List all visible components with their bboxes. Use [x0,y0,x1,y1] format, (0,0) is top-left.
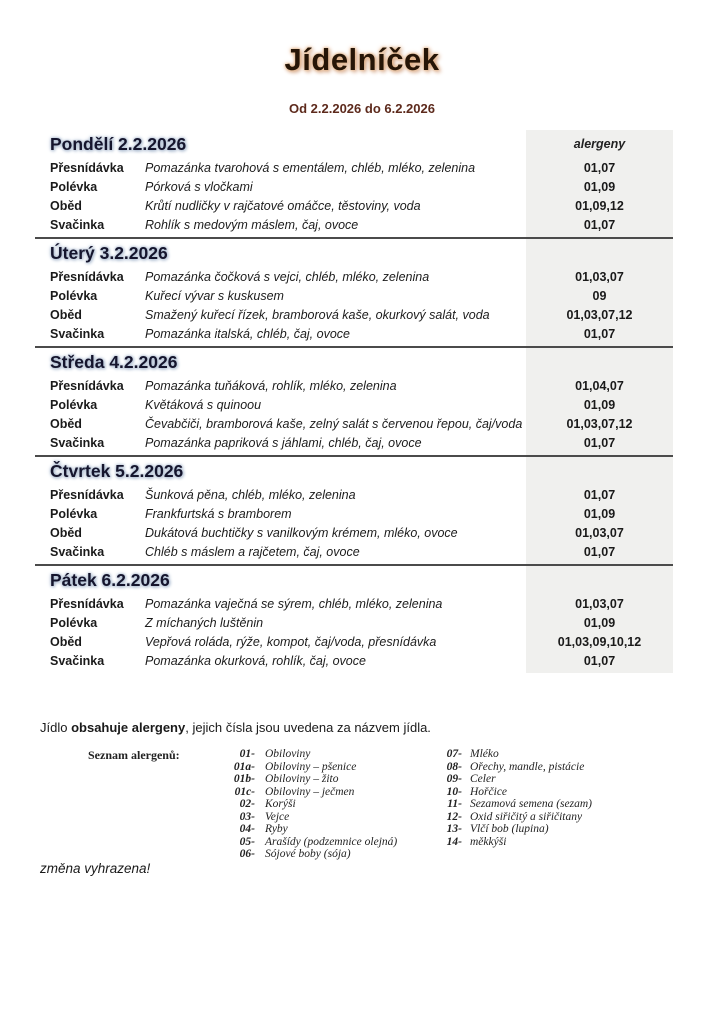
legend-item-number: 03- [239,810,255,823]
meal-row [35,215,673,234]
meal-description: Pomazánka papriková s jáhlami, chléb, čaj, ovoce [145,435,422,450]
meal-row [35,594,673,613]
meal-description: Z míchaných luštěnin [145,615,264,630]
meal-description: Frankfurtská s bramborem [145,506,292,521]
meal-allergens: 01,03,07,12 [566,307,633,322]
meal-allergens: 01,09 [583,506,616,521]
day-heading-row [35,457,673,485]
legend-item-text: Obiloviny – pšenice [265,760,357,773]
legend-item-number: 04- [239,823,255,835]
legend-item-text: Celer [470,773,496,785]
meal-description: Kuřecí vývar s kuskusem [145,288,284,303]
meal-allergens: 01,03,07 [575,269,624,284]
legend-item-text: Hořčice [470,785,508,798]
legend-item-text: Korýši [265,798,296,810]
legend-item-number: 08- [446,760,462,773]
legend-item [440,836,592,849]
meal-label: Polévka [50,397,98,412]
meal-label: Svačinka [50,544,105,559]
legend-item-number: 01a- [233,760,255,773]
legend-left-column [225,748,440,861]
meal-row [35,376,673,395]
meal-allergens: 01,03,07 [575,525,624,540]
allergen-legend [88,748,592,861]
allergen-note-suffix: , jejich čísla jsou uvedena za názvem jídla. [185,720,431,735]
meal-row [35,395,673,414]
meal-description: Chléb s máslem a rajčetem, čaj, ovoce [145,544,360,559]
meal-label: Polévka [50,615,98,630]
meal-allergens: 01,07 [583,544,616,559]
day-heading: Úterý 3.2.2026 [50,242,168,263]
meal-allergens: 01,09 [583,179,616,194]
day-section-thursday [35,457,673,566]
meal-allergens: 01,04,07 [575,378,624,393]
meal-row [35,286,673,305]
meal-description: Vepřová roláda, rýže, kompot, čaj/voda, přesnídávka [145,634,437,649]
meal-allergens: 01,07 [583,217,616,232]
date-range: Od 2.2.2026 do 6.2.2026 [289,101,435,116]
meal-label: Oběd [50,307,82,322]
day-heading-row [35,239,673,267]
legend-item [440,773,592,786]
legend-item [440,748,592,761]
meal-label: Svačinka [50,435,105,450]
legend-item-number: 11- [447,798,462,810]
meal-description: Smažený kuřecí řízek, bramborová kaše, okurkový salát, voda [145,307,490,322]
meal-allergens: 09 [592,288,607,303]
legend-item-number: 01b- [233,773,255,785]
legend-item-number: 13- [446,823,462,835]
meal-description: Dukátová buchtičky s vanilkovým krémem, mléko, ovoce [145,525,458,540]
legend-label: Seznam alergenů: [88,748,180,762]
meal-description: Rohlík s medovým máslem, čaj, ovoce [145,217,359,232]
meal-row [35,267,673,286]
legend-item-number: 02- [239,798,255,810]
meal-allergens: 01,03,07,12 [566,416,633,431]
legend-item-number: 09- [446,773,462,785]
meal-row [35,613,673,632]
meal-label: Přesnídávka [50,487,124,502]
meal-label: Svačinka [50,217,105,232]
meal-description: Pomazánka vaječná se sýrem, chléb, mléko, zelenina [145,596,443,611]
meal-label: Oběd [50,525,82,540]
meal-label: Přesnídávka [50,269,124,284]
meal-row [35,485,673,504]
legend-item-text: Oxid siřičitý a siřičitany [470,810,583,823]
meal-description: Pórková s vločkami [145,179,253,194]
meal-description: Pomazánka tuňáková, rohlík, mléko, zelenina [145,378,397,393]
meal-allergens: 01,07 [583,326,616,341]
legend-item [225,761,440,774]
legend-item-text: Ryby [265,823,288,835]
day-section-tuesday [35,239,673,348]
meal-row [35,305,673,324]
meal-allergens: 01,09 [583,397,616,412]
legend-item [440,798,592,811]
meal-label: Svačinka [50,653,105,668]
day-heading-row [35,348,673,376]
meal-description: Krůtí nudličky v rajčatové omáčce, těstoviny, voda [145,198,421,213]
meal-description: Pomazánka italská, chléb, čaj, ovoce [145,326,350,341]
day-heading: Pátek 6.2.2026 [50,569,170,590]
legend-item-number: 10- [446,785,462,798]
meal-row [35,542,673,561]
legend-item-text: Obiloviny – ječmen [265,785,355,798]
legend-item-text: Obiloviny – žito [265,773,339,785]
legend-item [440,761,592,774]
legend-item-text: Vejce [265,810,290,823]
day-heading: Čtvrtek 5.2.2026 [50,460,184,481]
allergen-note [40,720,431,735]
meal-row [35,523,673,542]
legend-item [225,811,440,824]
legend-right-column [440,748,592,861]
legend-item [440,811,592,824]
legend-item [440,786,592,799]
meal-label: Polévka [50,179,98,194]
meal-row [35,632,673,651]
meal-label: Oběd [50,634,82,649]
meal-allergens: 01,07 [583,653,616,668]
legend-item-number: 06- [239,848,255,860]
legend-item-text: Obiloviny [265,748,311,760]
meal-row [35,324,673,343]
day-section-friday [35,566,673,673]
meal-row [35,196,673,215]
meal-allergens: 01,03,09,10,12 [557,634,642,649]
legend-item-number: 05- [239,835,255,848]
meal-allergens: 01,07 [583,160,616,175]
legend-item-text: Vlčí bob (lupina) [470,823,549,835]
meal-allergens: 01,07 [583,487,616,502]
legend-item-text: Sezamová semena (sezam) [470,798,592,810]
legend-item [225,748,440,761]
meal-row [35,414,673,433]
legend-item-text: měkkýši [470,835,507,848]
meal-description: Květáková s quinoou [145,397,262,412]
meal-description: Šunková pěna, chléb, mléko, zelenina [145,487,356,502]
day-heading: Středa 4.2.2026 [50,351,178,372]
legend-item [225,836,440,849]
meal-label: Přesnídávka [50,378,124,393]
meal-row [35,158,673,177]
legend-item-number: 01c- [234,785,255,798]
legend-item [440,823,592,836]
meal-label: Oběd [50,198,82,213]
meal-row [35,177,673,196]
legend-item-text: Arašídy (podzemnice olejná) [265,835,398,848]
meal-description: Pomazánka okurková, rohlík, čaj, ovoce [145,653,366,668]
allergen-note-bold: obsahuje alergeny [71,720,186,735]
legend-item [225,773,440,786]
meal-row [35,651,673,670]
meal-label: Oběd [50,416,82,431]
legend-item-text: Sójové boby (sója) [265,848,351,860]
day-heading-row [35,130,673,158]
legend-item-number: 01- [239,748,255,760]
meal-label: Svačinka [50,326,105,341]
legend-item [225,848,440,861]
meal-label: Polévka [50,288,98,303]
legend-item-number: 14- [446,835,462,848]
day-heading-row [35,566,673,594]
meal-allergens: 01,03,07 [575,596,624,611]
meal-row [35,504,673,523]
meal-description: Pomazánka tvarohová s ementálem, chléb, mléko, zelenina [145,160,476,175]
meal-description: Čevabčiči, bramborová kaše, zelný salát s červenou řepou, čaj/voda [145,416,523,431]
day-section-wednesday [35,348,673,457]
legend-item-number: 07- [446,748,462,760]
legend-item-text: Ořechy, mandle, pistácie [470,760,585,773]
allergen-column-header: alergeny [573,137,626,151]
legend-item [225,823,440,836]
day-section-monday [35,130,673,239]
meal-label: Přesnídávka [50,596,124,611]
legend-item [225,798,440,811]
meal-label: Přesnídávka [50,160,124,175]
allergen-note-prefix: Jídlo [40,720,72,735]
legend-item-number: 12- [446,810,462,823]
day-heading: Pondělí 2.2.2026 [50,133,187,154]
legend-item [225,786,440,799]
meal-row [35,433,673,452]
meal-label: Polévka [50,506,98,521]
menu-table [35,130,673,673]
meal-allergens: 01,09,12 [575,198,624,213]
change-reserved-note: změna vyhrazena! [40,861,151,876]
legend-item-text: Mléko [470,748,499,760]
meal-description: Pomazánka čočková s vejci, chléb, mléko, zelenina [145,269,430,284]
page-title: Jídelníček [284,42,440,77]
meal-allergens: 01,07 [583,435,616,450]
meal-allergens: 01,09 [583,615,616,630]
